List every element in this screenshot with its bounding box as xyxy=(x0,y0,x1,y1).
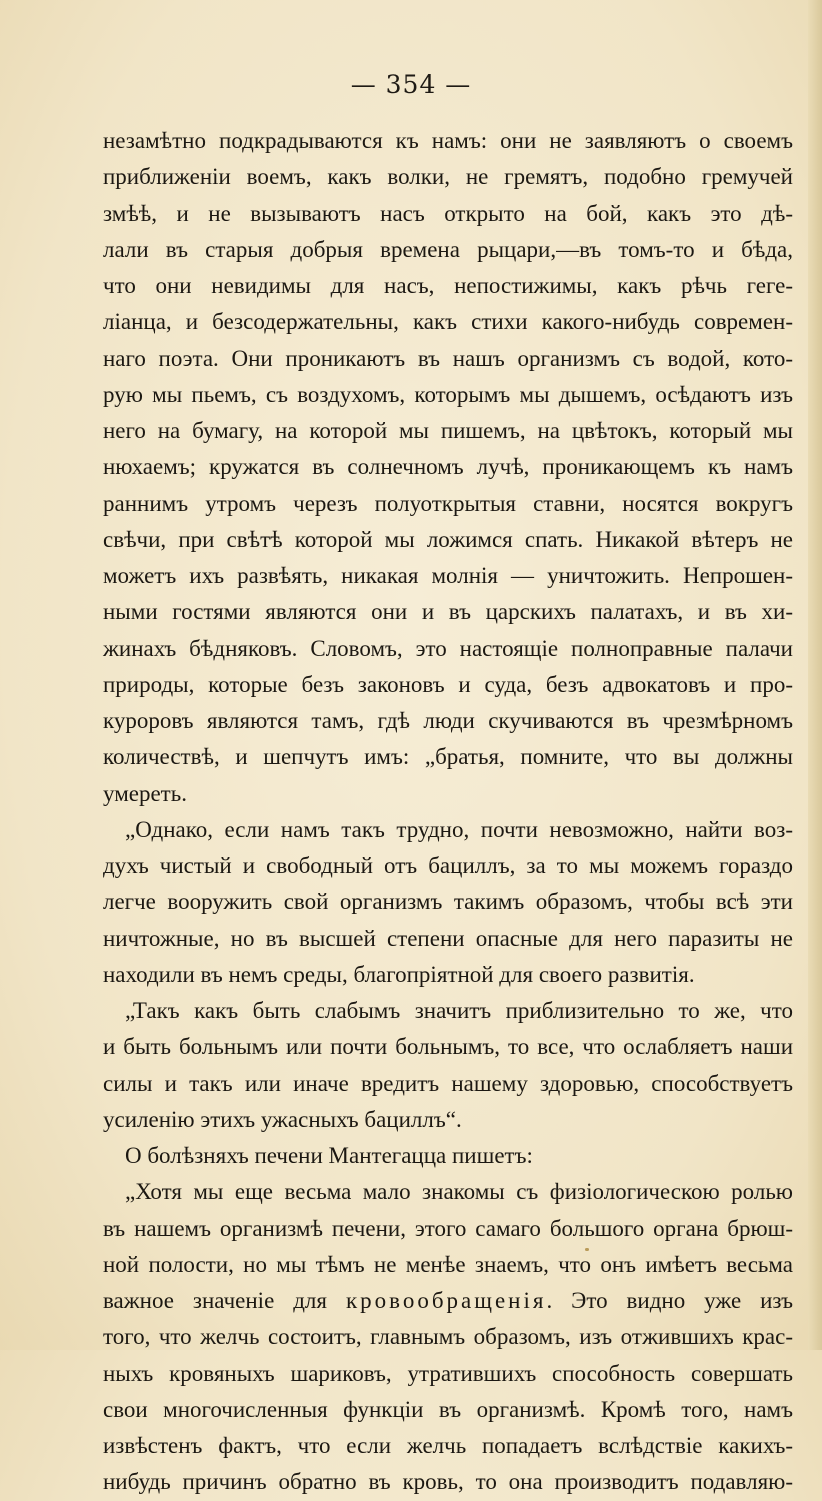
paragraph-start-line: „Однако, если намъ такъ трудно, почти невозможно, найти воз- xyxy=(125,816,793,842)
page-edge xyxy=(808,0,822,1350)
text-line: умереть. xyxy=(103,780,187,806)
text-line: духъ чистый и свободный отъ бациллъ, за то мы можемъ гораздо xyxy=(103,853,793,878)
paragraph-start-line: „Хотя мы еще весьма мало знакомы съ физіологическою ролью xyxy=(125,1179,793,1205)
text-fragment: важное значеніе для xyxy=(103,1288,346,1313)
text-line: незамѣтно подкрадываются къ намъ: они не заявляютъ о своемъ xyxy=(103,128,793,153)
text-line: нюхаемъ; кружатся въ солнечномъ лучѣ, проникающемъ къ намъ xyxy=(103,454,793,480)
text-line: въ нашемъ организмѣ печени, этого самаго большого органа брюш- xyxy=(103,1215,793,1241)
text-line: ничтожные, но въ высшей степени опасные для него паразиты не xyxy=(103,925,793,951)
text-line: ной полости, но мы тѣмъ не менѣе знаемъ, что онъ имѣетъ весьма xyxy=(103,1251,793,1277)
text-line: извѣстенъ фактъ, что если желчь попадаетъ вслѣдствіе какихъ- xyxy=(103,1433,793,1458)
text-line: лали въ старыя добрыя времена рыцари,—въ томъ-то и бѣда, xyxy=(103,236,793,262)
page-number: — 354 — xyxy=(350,70,472,99)
text-line: того, что желчь состоитъ, главнымъ образомъ, изъ отжившихъ крас- xyxy=(103,1324,793,1350)
text-line: рую мы пьемъ, съ воздухомъ, которымъ мы дышемъ, осѣдаютъ изъ xyxy=(103,381,793,407)
text-line: что они невидимы для насъ, непостижимы, какъ рѣчь геге- xyxy=(103,273,793,298)
text-line: приближеніи воемъ, какъ волки, не гремятъ, подобно гремучей xyxy=(103,164,793,190)
text-line: змѣѣ, и не вызываютъ насъ открыто на бой, какъ это дѣ- xyxy=(103,200,793,226)
body-text xyxy=(103,123,793,1501)
text-line: куроровъ являются тамъ, гдѣ люди скучиваются въ чрезмѣрномъ xyxy=(103,708,793,733)
text-line: жинахъ бѣдняковъ. Словомъ, это настоящіе полноправные палачи xyxy=(103,635,793,661)
text-line: наго поэта. Они проникаютъ въ нашъ организмъ съ водой, кото- xyxy=(103,345,793,371)
text-line xyxy=(103,1283,793,1319)
text-line: ными гостями являются они и въ царскихъ палатахъ, и въ хи- xyxy=(103,599,793,625)
text-line: можетъ ихъ развѣять, никакая молнія — уничтожить. Непрошен- xyxy=(103,563,793,588)
text-line: нибудь причинъ обратно въ кровь, то она производитъ подавляю- xyxy=(103,1469,793,1495)
text-line: количествѣ, и шепчутъ имъ: „братья, помните, что вы должны xyxy=(103,744,793,770)
text-line: него на бумагу, на которой мы пишемъ, на цвѣтокъ, который мы xyxy=(103,418,793,443)
text-line: находили въ немъ среды, благопріятной для своего развитія. xyxy=(103,961,695,987)
text-line: ныхъ кровяныхъ шариковъ, утратившихъ способность совершать xyxy=(103,1360,793,1386)
text-line: свѣчи, при свѣтѣ которой мы ложимся спать. Никакой вѣтеръ не xyxy=(103,526,793,552)
spaced-emphasis-word: кровообращенія xyxy=(345,1288,547,1313)
text-line: силы и такъ или иначе вредитъ нашему здоровью, способствуетъ xyxy=(103,1070,793,1096)
text-line: свои многочисленныя функціи въ организмѣ. Кромѣ того, намъ xyxy=(103,1396,793,1422)
text-fragment: . Это видно уже изъ xyxy=(546,1288,794,1313)
text-line: ліанца, и безсодержательны, какъ стихи какого-нибудь современ- xyxy=(103,309,793,335)
text-line: легче вооружить свой организмъ такимъ образомъ, чтобы всѣ эти xyxy=(103,889,793,915)
paragraph-start-line: „Такъ какъ быть слабымъ значитъ приблизительно то же, что xyxy=(125,998,793,1023)
paragraph-start-line: О болѣзняхъ печени Мантегацца пишетъ: xyxy=(125,1143,533,1168)
text-line: усиленію этихъ ужасныхъ бациллъ“. xyxy=(103,1106,462,1132)
text-line: раннимъ утромъ черезъ полуоткрытыя ставни, носятся вокругъ xyxy=(103,490,793,516)
text-line: природы, которые безъ законовъ и суда, безъ адвокатовъ и про- xyxy=(103,671,793,697)
paper-speck xyxy=(585,1248,589,1251)
text-line: и быть больнымъ или почти больнымъ, то все, что ослабляетъ наши xyxy=(103,1034,793,1060)
